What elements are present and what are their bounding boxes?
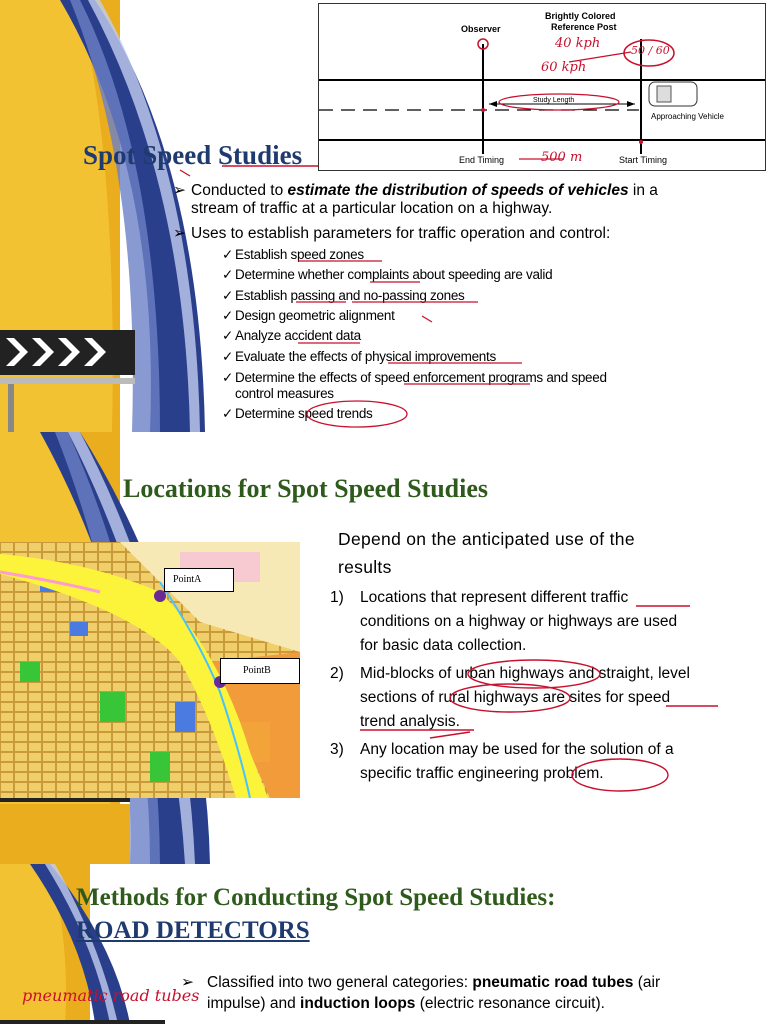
ink-speed-c: 50 / 60 — [631, 44, 670, 57]
item-2-number: 2) — [330, 665, 344, 682]
item-3-line-1: Any location may be used for the solution of a — [360, 741, 674, 758]
bullet-1-line2: stream of traffic at a particular location on a highway. — [191, 200, 553, 217]
ink-annotations — [0, 0, 768, 432]
observer-label: Observer — [461, 24, 501, 34]
arrow-bullet-icon: ➢ — [181, 974, 194, 991]
slide3-title: Methods for Conducting Spot Speed Studies: — [76, 884, 556, 911]
checkmark-icon: ✓ — [222, 267, 234, 282]
check-item-1-text: Establish speed zones — [235, 247, 364, 262]
checkmark-icon: ✓ — [222, 247, 234, 262]
item-2-line-2: sections of rural highways are sites for speed — [360, 689, 671, 706]
bullet-line2-pre: impulse) and — [207, 995, 301, 1012]
ink-annotations — [0, 432, 768, 864]
bullet-post: (electric resonance circuit). — [415, 995, 605, 1012]
arrow-bullet-icon: ➢ — [173, 225, 186, 242]
item-1-line-1: Locations that represent different traffic — [360, 589, 629, 606]
reference-post-label-2: Reference Post — [551, 22, 617, 32]
check-item-2-text: Determine whether complaints about speeding are valid — [235, 267, 553, 282]
start-timing-label: Start Timing — [619, 155, 668, 165]
slide2-title: Locations for Spot Speed Studies — [123, 474, 489, 503]
item-1-line-3: for basic data collection. — [360, 637, 527, 654]
checkmark-icon: ✓ — [222, 349, 234, 364]
ink-speed-b: 60 kph — [541, 60, 587, 75]
ink-distance: 500 m — [541, 150, 583, 165]
checkmark-icon: ✓ — [222, 370, 234, 385]
check-item-8-text: Determine speed trends — [235, 406, 373, 421]
check-item-5-text: Analyze accident data — [235, 328, 361, 343]
checkmark-icon: ✓ — [222, 406, 234, 421]
point-b-label: PointB — [220, 658, 300, 684]
bullet-mid: (air — [633, 974, 661, 991]
ink-speed-a: 40 kph — [555, 36, 601, 51]
bullet-1-emphasis: estimate the distribution of speeds of vehicles — [287, 182, 629, 199]
reference-post-label-1: Brightly Colored — [545, 11, 616, 21]
end-timing-label: End Timing — [459, 155, 505, 165]
bullet-bold-1: pneumatic road tubes — [472, 974, 634, 991]
approaching-vehicle-label: Approaching Vehicle — [651, 112, 724, 121]
checkmark-icon: ✓ — [222, 308, 234, 323]
item-2-line-1: Mid-blocks of urban highways and straight, level — [360, 665, 690, 682]
item-1-line-2: conditions on a highway or highways are used — [360, 613, 678, 630]
point-a-label: PointA — [164, 568, 234, 592]
bullet-1-pre: Conducted to — [191, 182, 288, 199]
slide3-bullet — [181, 972, 747, 1014]
slide-road-detectors — [0, 864, 768, 1024]
bullet-bold-2: induction loops — [300, 995, 416, 1012]
study-length-label: Study Length — [533, 97, 575, 104]
slide-locations — [0, 432, 768, 864]
bullet-1-post: in a — [628, 182, 658, 199]
intro-line-1: Depend on the anticipated use of the — [338, 529, 635, 549]
item-3-line-2: specific traffic engineering problem. — [360, 765, 604, 782]
check-item-7-text: Determine the effects of speed enforcement programs and speed — [235, 370, 607, 385]
checkmark-icon: ✓ — [222, 328, 234, 343]
slide3-subtitle: ROAD DETECTORS — [76, 917, 310, 944]
slide-spot-speed-studies — [0, 0, 768, 432]
intro-line-2: results — [338, 557, 392, 577]
check-item-7-line2: control measures — [235, 386, 334, 401]
bullet-2-text: Uses to establish parameters for traffic operation and control: — [191, 225, 611, 242]
slide1-title: Spot Speed Studies — [83, 140, 303, 170]
item-3-number: 3) — [330, 741, 344, 758]
check-item-6-text: Evaluate the effects of physical improvements — [235, 349, 496, 364]
item-2-line-3: trend analysis. — [360, 713, 460, 730]
ink-note: pneumatic road tubes — [22, 986, 200, 1005]
check-item-3-text: Establish passing and no-passing zones — [235, 288, 465, 303]
checkmark-icon: ✓ — [222, 288, 234, 303]
bullet-pre: Classified into two general categories: — [207, 974, 473, 991]
item-1-number: 1) — [330, 589, 344, 606]
arrow-bullet-icon: ➢ — [173, 182, 186, 199]
check-item-4-text: Design geometric alignment — [235, 308, 395, 323]
